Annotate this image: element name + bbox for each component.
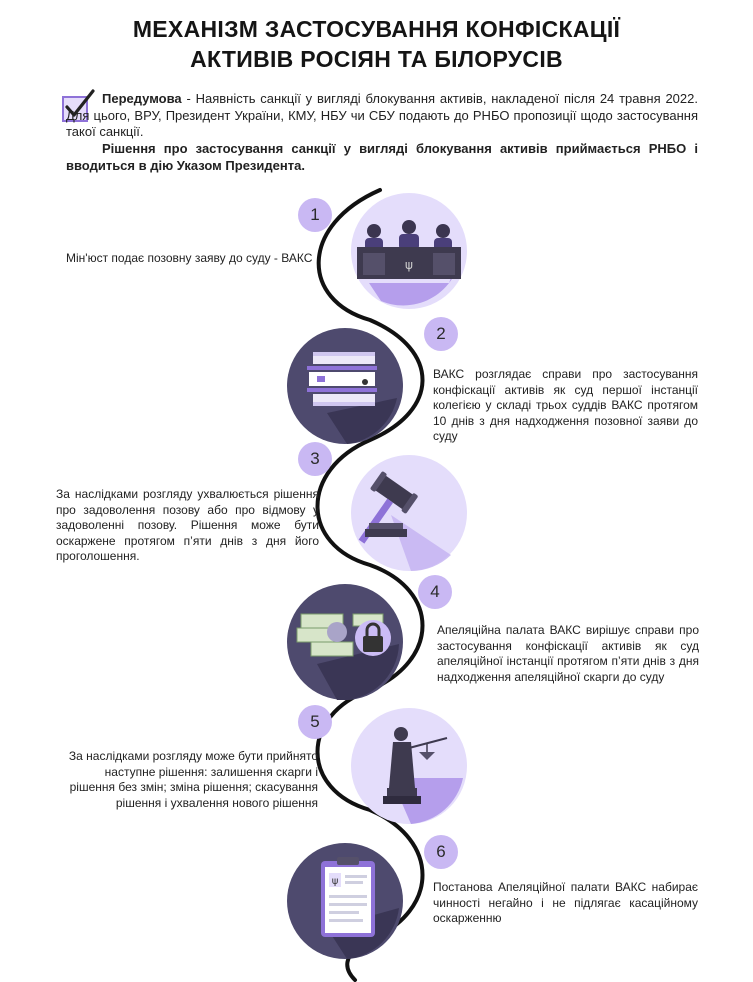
- money-lock-icon: [287, 584, 403, 700]
- judges-icon: [351, 193, 467, 309]
- intro-text: - Наявність санкції у вигляді блокування активів, накладеної після 24 травня 2022. Для цього, ВРУ, Президент України, КМУ, НБУ чи СБУ подають до РНБО пропозиції щодо застосування такої санкції.: [66, 91, 698, 139]
- step-4-text: Апеляційна палата ВАКС вирішує справи про застосування конфіскації активів як суд апеляційної інстанції протягом п’яти днів з дня надходження апеляційної скарги до суду: [437, 623, 699, 684]
- intro-lead: Передумова: [102, 91, 182, 106]
- step-2-text: ВАКС розглядає справи про застосування конфіскації активів як суд першої інстанції колегією у складі трьох суддів ВАКС протягом 10 днів з дня надходження позовної заяви до суду: [433, 367, 698, 443]
- step-3-text: За наслідками розгляду ухвалюється рішення про задоволення позову або про відмову у задоволенні позову. Рішення може бути оскаржене протягом п’яти днів з дня його проголошення.: [56, 487, 319, 563]
- gavel-icon: [351, 455, 467, 571]
- step-1-text: Мін'юст подає позовну заяву до суду - ВАКС: [66, 251, 313, 265]
- title-line-1: МЕХАНІЗМ ЗАСТОСУВАННЯ КОНФІСКАЦІЇ: [132, 16, 621, 42]
- step-6-number: 6: [424, 835, 458, 869]
- themis-icon: [351, 708, 467, 824]
- document-icon: [287, 843, 403, 959]
- step-5-number: 5: [298, 705, 332, 739]
- decision-paragraph: Рішення про застосування санкції у вигляді блокування активів приймається РНБО і вводиться в дію Указом Президента.: [66, 141, 698, 173]
- step-5-text: За наслідками розгляду може бути прийнято наступне рішення: залишення скарги і рішення без змін; зміна рішення; скасування рішення і ухвалення нового рішення: [68, 749, 318, 810]
- step-2-number: 2: [424, 317, 458, 351]
- title-line-2: АКТИВІВ РОСІЯН ТА БІЛОРУСІВ: [190, 46, 563, 72]
- step-3-number: 3: [298, 442, 332, 476]
- svg-text:ψ: ψ: [405, 258, 413, 272]
- step-6-text: Постанова Апеляційної палати ВАКС набирає чинності негайно і не підлягає касаційному оскарженню: [433, 880, 698, 925]
- step-4-number: 4: [418, 575, 452, 609]
- svg-text:ψ: ψ: [331, 876, 339, 887]
- step-1-number: 1: [298, 198, 332, 232]
- binders-icon: [287, 328, 403, 444]
